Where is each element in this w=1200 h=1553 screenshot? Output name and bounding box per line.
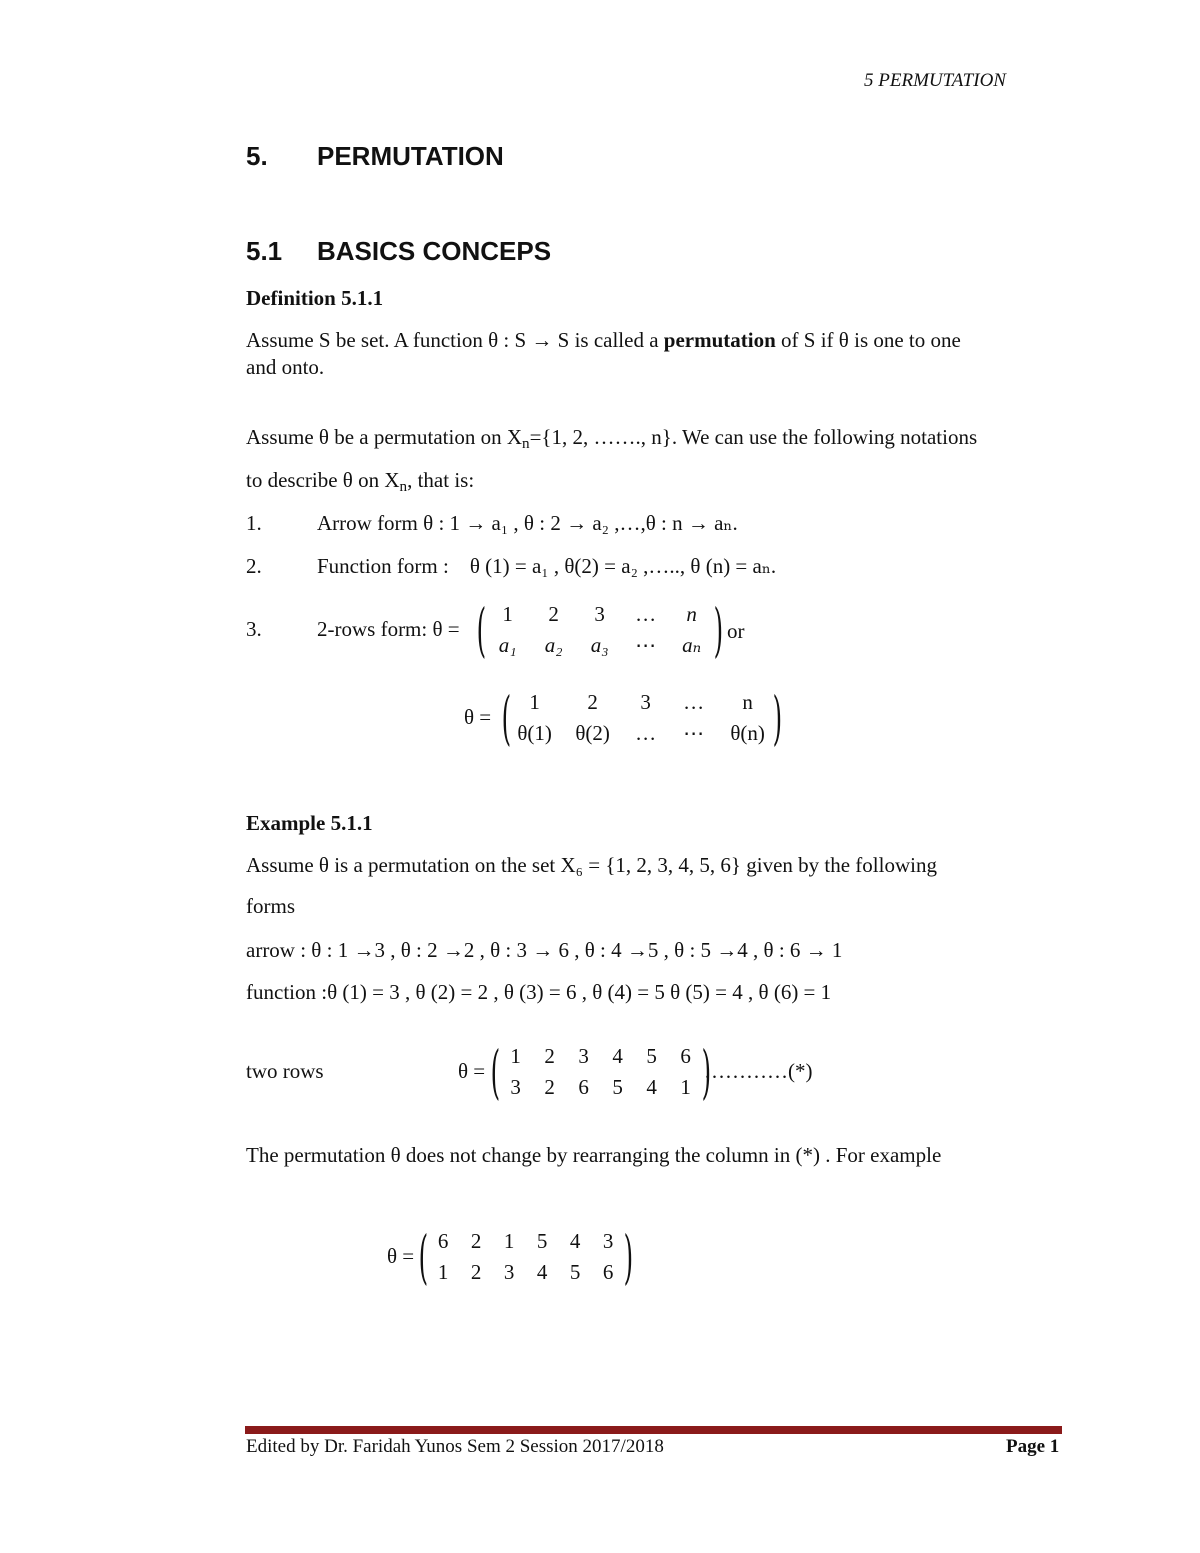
equation-tag: …………(*) — [704, 1059, 813, 1083]
chapter-title: PERMUTATION — [317, 141, 504, 171]
matrix-cell: θ(1) — [517, 721, 552, 745]
matrix-cell: 6 — [680, 1044, 691, 1068]
matrix-cell: ⋯ — [683, 721, 705, 745]
matrix-cell: 6 — [602, 1260, 614, 1284]
running-header: 5 PERMUTATION — [864, 70, 1006, 91]
matrix-cell: 5 — [646, 1044, 657, 1068]
permutation-matrix-symbolic — [478, 594, 721, 666]
permutation-matrix-rearranged — [420, 1222, 631, 1292]
definition-term: permutation — [663, 328, 776, 352]
matrix-cell: 4 — [536, 1260, 548, 1284]
matrix-cell: n — [686, 602, 697, 626]
matrix-cell: 3 — [578, 1044, 589, 1068]
example-remark: The permutation θ does not change by rearranging the column in (*) . For example — [246, 1143, 942, 1167]
matrix-cell: n — [742, 690, 753, 714]
example-function-form: function :θ (1) = 3 , θ (2) = 2 , θ (3) = 6 , θ (4) = 5 θ (5) = 4 , θ (6) = 1 — [246, 980, 832, 1004]
matrix-cell: 2 — [548, 602, 559, 626]
theta-equals: θ = — [387, 1244, 415, 1268]
list-item-number: 1. — [246, 511, 262, 535]
matrix-cell: a₂ — [544, 633, 563, 657]
left-paren: ( — [501, 684, 512, 752]
matrix-cell: … — [635, 721, 657, 745]
matrix-cell: … — [635, 602, 657, 626]
matrix-cell: 4 — [569, 1229, 581, 1253]
matrix-cell: 3 — [503, 1260, 515, 1284]
list-item-two-rows-label: 2-rows form: θ = — [317, 617, 460, 641]
footer-author: Edited by Dr. Faridah Yunos Sem 2 Session 2017/2018 — [246, 1436, 664, 1457]
example-heading: Example 5.1.1 — [246, 811, 373, 835]
notation-line-1: Assume θ be a permutation on $X_n=\{1$, 2, ……., n}. We can use the following notations — [246, 425, 978, 453]
matrix-cell: 3 — [640, 690, 651, 714]
permutation-matrix-example — [492, 1037, 709, 1107]
definition-line-1: Assume S be set. A function θ : S → S is called a permutation of S if θ is one to one — [246, 328, 961, 352]
right-paren: ) — [623, 1223, 633, 1291]
notation-line-2: to describe θ on $X_n$, that is: — [246, 468, 475, 496]
theta-equals: θ = — [458, 1059, 486, 1083]
two-rows-label: two rows — [246, 1059, 324, 1083]
section-title: BASICS CONCEPS — [317, 236, 552, 266]
permutation-matrix-theta — [503, 683, 780, 753]
matrix-cell: 1 — [437, 1260, 449, 1284]
matrix-cell: a₁ — [498, 633, 517, 657]
matrix-cell: 4 — [646, 1075, 657, 1099]
left-paren: ( — [476, 596, 487, 664]
example-arrow-form: arrow : θ : 1 →3 , θ : 2 →2 , θ : 3 → 6 , θ : 4 →5 , θ : 5 →4 , θ : 6 → 1 — [246, 938, 843, 962]
matrix-cell: 2 — [544, 1075, 555, 1099]
section-number: 5.1 — [246, 236, 283, 266]
right-paren: ) — [713, 596, 723, 664]
chapter-number: 5. — [246, 141, 268, 171]
theta-equals: θ = — [464, 705, 492, 729]
matrix-cell: 6 — [437, 1229, 449, 1253]
or-text: or — [727, 619, 745, 643]
matrix-cell: 1 — [680, 1075, 691, 1099]
page-number: Page 1 — [1006, 1436, 1060, 1457]
matrix-cell: 3 — [594, 602, 605, 626]
right-paren: ) — [701, 1038, 711, 1106]
matrix-cell: 2 — [587, 690, 598, 714]
list-item-number: 2. — [246, 554, 262, 578]
matrix-cell: 6 — [578, 1075, 589, 1099]
list-item-function-form: Function form : θ (1) = a₁ , θ(2) = a₂ ,….., θ (n) = aₙ. — [317, 554, 777, 578]
matrix-cell: 4 — [612, 1044, 623, 1068]
list-item-number: 3. — [246, 617, 262, 641]
matrix-cell: 1 — [510, 1044, 521, 1068]
matrix-cell: θ(2) — [575, 721, 610, 745]
matrix-cell: 5 — [569, 1260, 581, 1284]
matrix-cell: 1 — [503, 1229, 515, 1253]
matrix-cell: 2 — [470, 1229, 482, 1253]
matrix-cell: a₃ — [590, 633, 609, 657]
footer-rule — [245, 1426, 1062, 1434]
matrix-cell: 5 — [536, 1229, 548, 1253]
matrix-cell: 3 — [510, 1075, 521, 1099]
list-item-arrow-form: Arrow form θ : 1 → a₁ , θ : 2 → a₂ ,…,θ : n → aₙ. — [317, 511, 738, 535]
matrix-cell: 5 — [612, 1075, 623, 1099]
matrix-cell: ⋯ — [635, 633, 657, 657]
definition-line-2: and onto. — [246, 355, 325, 379]
matrix-cell: θ(n) — [730, 721, 765, 745]
matrix-cell: aₙ — [682, 633, 702, 657]
matrix-cell: … — [683, 690, 705, 714]
matrix-cell: 3 — [602, 1229, 614, 1253]
example-line-1: Assume θ is a permutation on the set X₆ = {1, 2, 3, 4, 5, 6} given by the following — [246, 853, 937, 877]
right-paren: ) — [772, 684, 782, 752]
definition-heading: Definition 5.1.1 — [246, 286, 384, 310]
matrix-cell: 2 — [544, 1044, 555, 1068]
example-line-2: forms — [246, 894, 295, 918]
matrix-cell: 1 — [502, 602, 513, 626]
matrix-cell: 2 — [470, 1260, 482, 1284]
matrix-cell: 1 — [529, 690, 540, 714]
left-paren: ( — [490, 1038, 501, 1106]
left-paren: ( — [418, 1223, 429, 1291]
